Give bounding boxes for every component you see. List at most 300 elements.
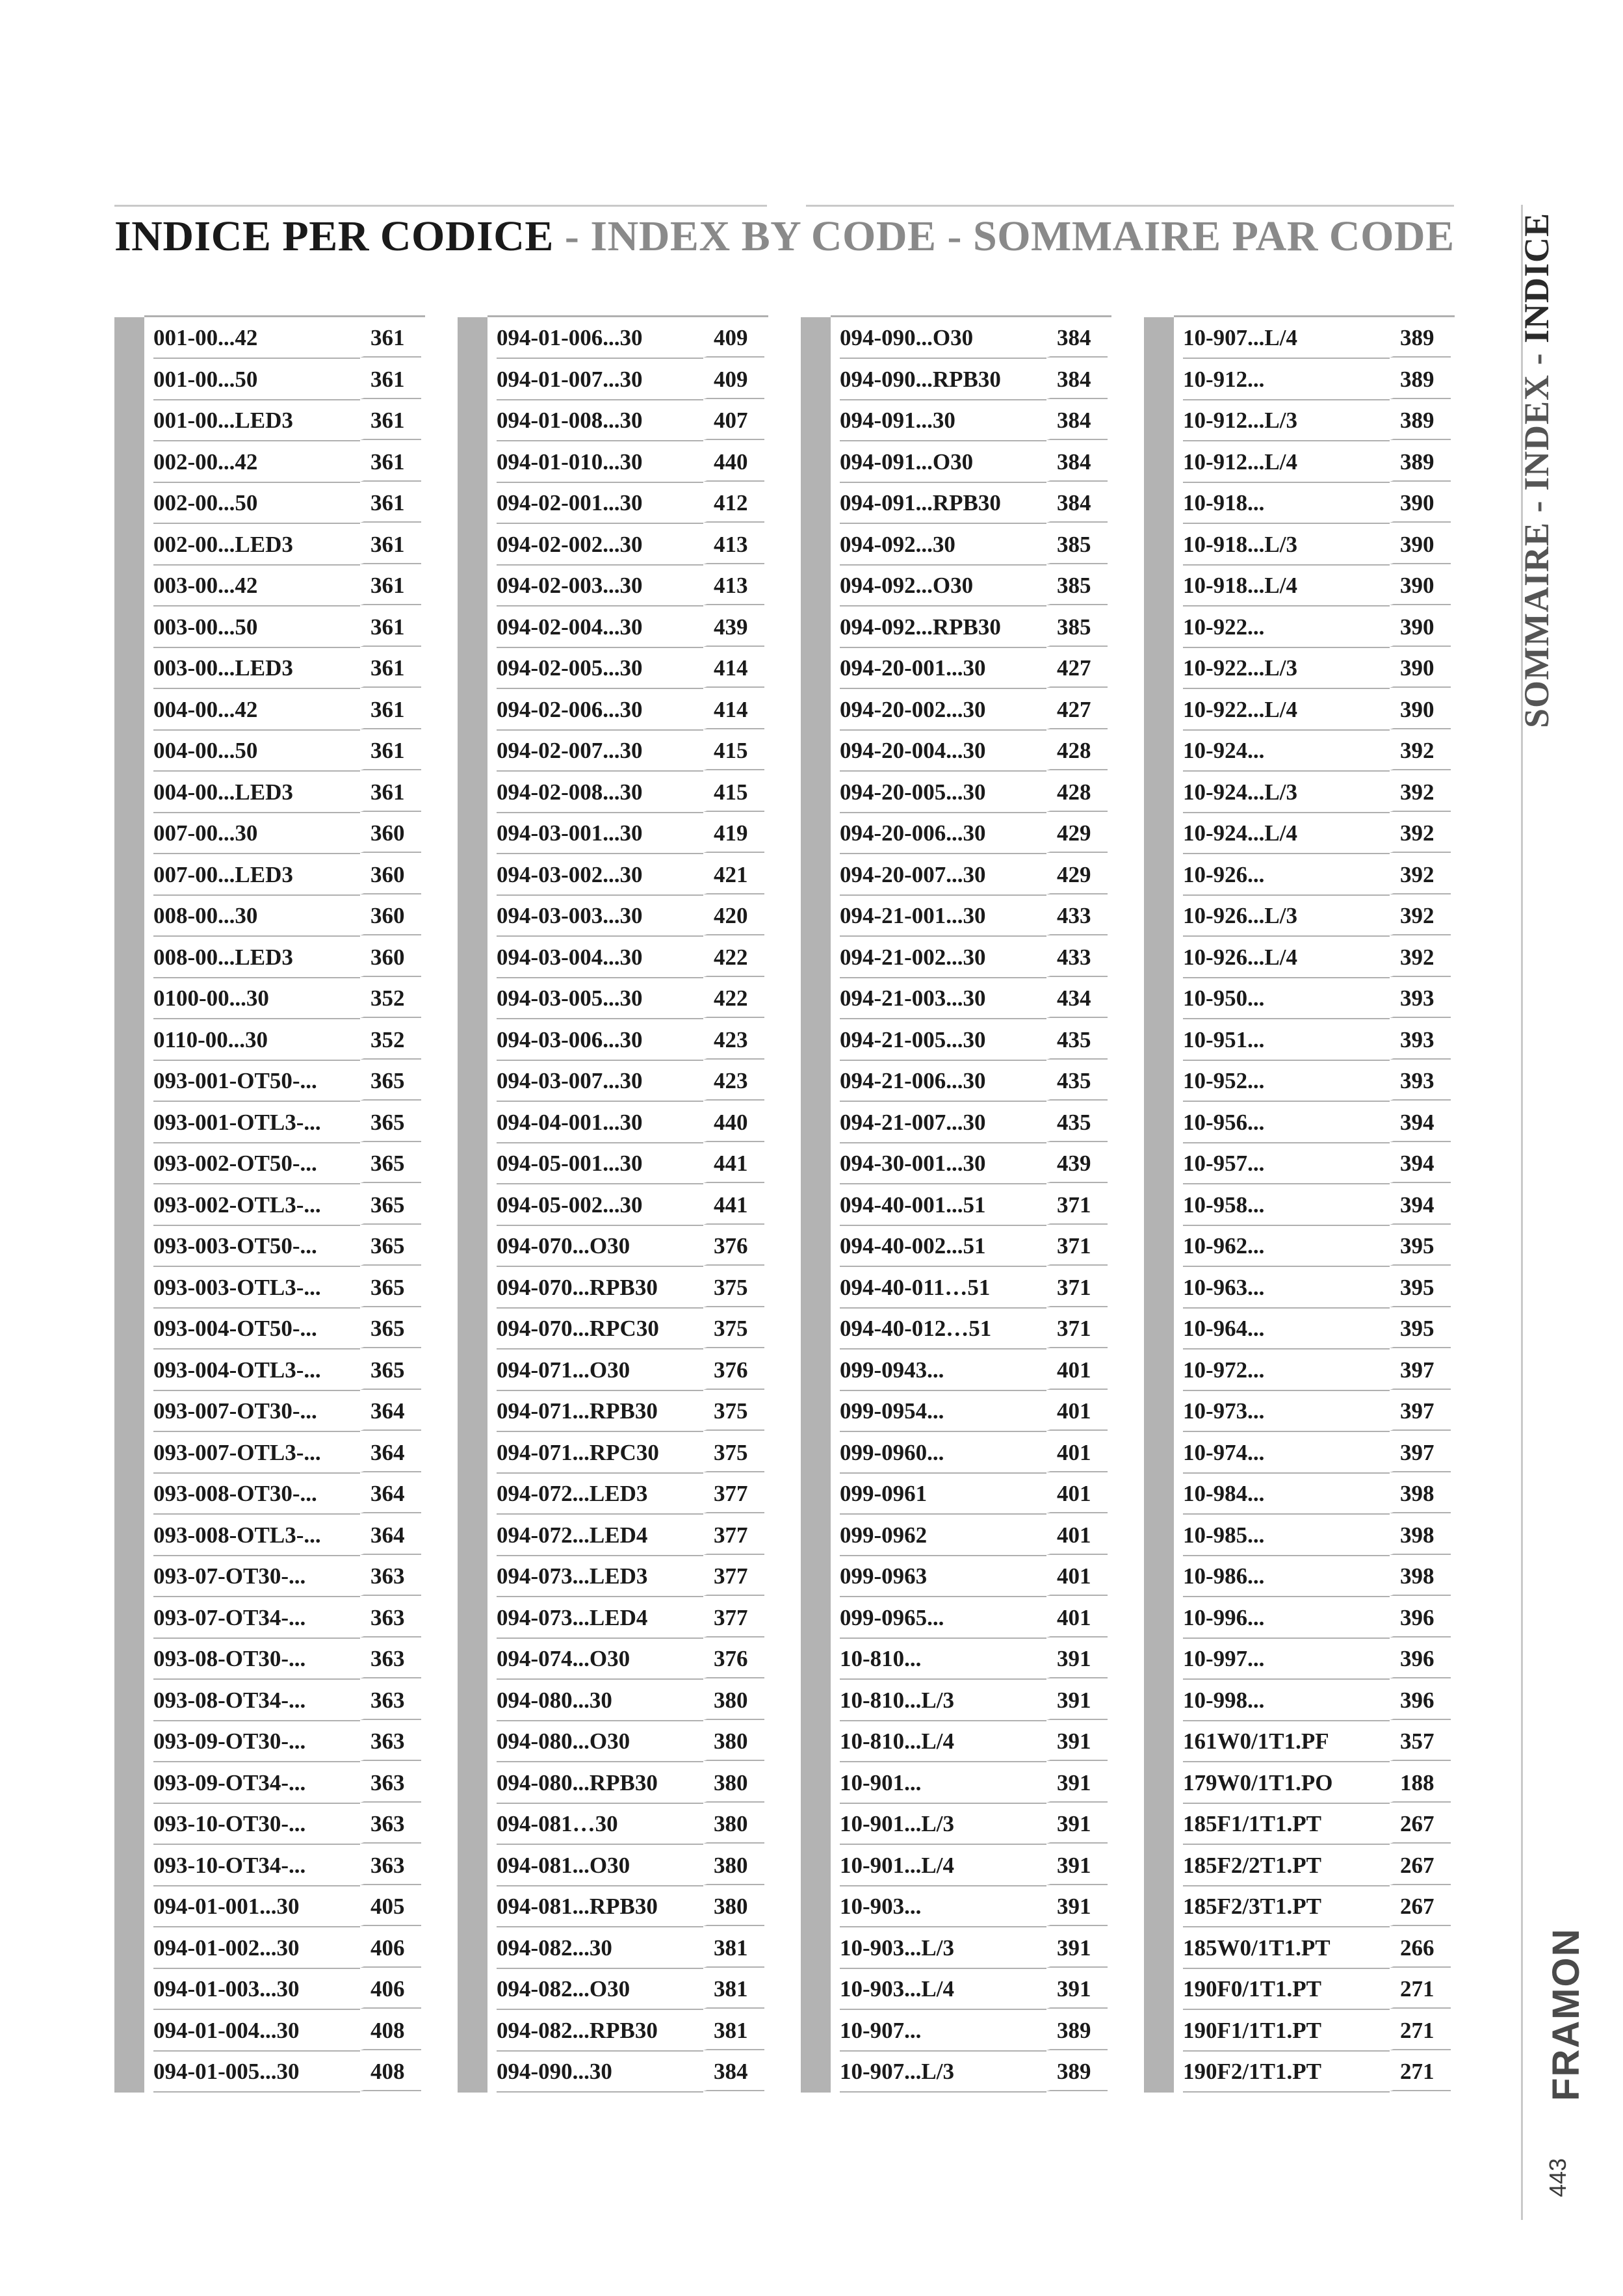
index-row (458, 1968, 770, 2010)
index-row (114, 1680, 426, 1721)
product-code: 10-912... (1183, 359, 1390, 400)
index-row (114, 1102, 426, 1143)
product-code: 10-958... (1183, 1184, 1390, 1226)
page-reference: 371 (1046, 1267, 1108, 1307)
product-code: 093-09-OT30-... (153, 1721, 360, 1762)
page-reference: 427 (1046, 689, 1108, 729)
page-reference: 414 (703, 647, 764, 688)
page-reference: 380 (703, 1721, 764, 1761)
product-code: 099-0943... (840, 1350, 1046, 1391)
product-code: 094-074...O30 (497, 1638, 703, 1680)
product-code: 094-04-001...30 (497, 1102, 703, 1143)
page-reference: 363 (360, 1762, 421, 1803)
page-reference: 397 (1390, 1432, 1451, 1472)
page-reference: 422 (703, 978, 764, 1018)
index-row (1144, 1886, 1456, 1927)
product-code: 004-00...50 (153, 730, 360, 772)
product-code: 10-963... (1183, 1267, 1390, 1309)
product-code: 093-001-OTL3-... (153, 1102, 360, 1143)
page-reference: 389 (1390, 441, 1451, 482)
product-code: 094-092...O30 (840, 565, 1046, 607)
index-row (1144, 441, 1456, 483)
page-reference: 398 (1390, 1556, 1451, 1596)
product-code: 094-40-012…51 (840, 1308, 1046, 1350)
index-row (114, 1845, 426, 1886)
page-reference: 371 (1046, 1184, 1108, 1225)
page-reference: 395 (1390, 1308, 1451, 1348)
page-reference: 267 (1390, 1845, 1451, 1885)
page-reference: 361 (360, 565, 421, 605)
product-code: 099-0960... (840, 1432, 1046, 1474)
index-row (1144, 1390, 1456, 1432)
product-code: 094-20-001...30 (840, 647, 1046, 689)
index-row (1144, 1638, 1456, 1680)
page-reference: 389 (1390, 317, 1451, 358)
page-reference: 380 (703, 1886, 764, 1926)
index-row (1144, 482, 1456, 524)
index-row (114, 813, 426, 854)
product-code: 001-00...LED3 (153, 400, 360, 441)
product-code: 007-00...30 (153, 813, 360, 854)
product-code: 099-0963 (840, 1556, 1046, 1597)
product-code: 093-007-OTL3-... (153, 1432, 360, 1474)
page-reference: 384 (1046, 317, 1108, 358)
page-reference: 395 (1390, 1225, 1451, 1266)
product-code: 10-997... (1183, 1638, 1390, 1680)
product-code: 094-081...O30 (497, 1845, 703, 1886)
page-reference: 360 (360, 895, 421, 935)
page-reference: 390 (1390, 482, 1451, 523)
page-reference: 380 (703, 1762, 764, 1803)
page-reference: 364 (360, 1473, 421, 1513)
page-reference: 401 (1046, 1350, 1108, 1390)
product-code: 190F0/1T1.PT (1183, 1968, 1390, 2010)
product-code: 094-03-002...30 (497, 854, 703, 896)
page-reference: 397 (1390, 1390, 1451, 1431)
index-row (114, 1638, 426, 1680)
page-reference: 384 (1046, 400, 1108, 440)
product-code: 094-03-006...30 (497, 1019, 703, 1061)
index-row (458, 1267, 770, 1309)
index-row (1144, 978, 1456, 1019)
page-reference: 365 (360, 1267, 421, 1307)
product-code: 185F2/2T1.PT (1183, 1845, 1390, 1886)
page-reference: 392 (1390, 895, 1451, 935)
index-row (114, 1060, 426, 1102)
product-code: 008-00...LED3 (153, 937, 360, 978)
product-code: 10-926...L/3 (1183, 895, 1390, 937)
index-row (458, 607, 770, 648)
product-code: 094-082...O30 (497, 1968, 703, 2010)
page-reference: 407 (703, 400, 764, 440)
index-row (801, 1267, 1113, 1309)
product-code: 094-080...30 (497, 1680, 703, 1721)
product-code: 190F2/1T1.PT (1183, 2051, 1390, 2093)
index-row (801, 1019, 1113, 1061)
index-row (1144, 1184, 1456, 1226)
index-row (1144, 1762, 1456, 1804)
product-code: 094-40-011…51 (840, 1267, 1046, 1309)
title-separator: - (553, 213, 591, 260)
page-reference: 415 (703, 730, 764, 770)
index-row (1144, 1927, 1456, 1969)
product-code: 10-926...L/4 (1183, 937, 1390, 978)
product-code: 093-003-OT50-... (153, 1225, 360, 1267)
index-row (114, 400, 426, 441)
page-reference: 441 (703, 1184, 764, 1225)
page-reference: 440 (703, 1102, 764, 1142)
index-row (1144, 772, 1456, 813)
product-code: 094-082...30 (497, 1927, 703, 1969)
page-reference: 267 (1390, 1886, 1451, 1926)
page-reference: 405 (360, 1886, 421, 1926)
index-row (114, 524, 426, 566)
product-code: 185F1/1T1.PT (1183, 1803, 1390, 1845)
product-code: 094-21-007...30 (840, 1102, 1046, 1143)
index-row (458, 1680, 770, 1721)
index-row (1144, 937, 1456, 978)
page-reference: 363 (360, 1721, 421, 1761)
index-row (801, 730, 1113, 772)
page-reference: 401 (1046, 1597, 1108, 1637)
index-row (458, 441, 770, 483)
index-row (1144, 1721, 1456, 1762)
index-row (458, 1184, 770, 1226)
page-reference: 381 (703, 1927, 764, 1968)
index-row (1144, 1019, 1456, 1061)
index-row (801, 772, 1113, 813)
product-code: 002-00...42 (153, 441, 360, 483)
index-row (801, 1721, 1113, 1762)
side-title (1516, 213, 1557, 728)
product-code: 094-20-002...30 (840, 689, 1046, 731)
page-reference: 435 (1046, 1102, 1108, 1142)
page-reference: 365 (360, 1184, 421, 1225)
product-code: 094-20-007...30 (840, 854, 1046, 896)
page-reference: 390 (1390, 524, 1451, 564)
product-code: 094-01-005...30 (153, 2051, 360, 2093)
index-row (458, 1473, 770, 1515)
page-reference: 415 (703, 772, 764, 812)
index-row (458, 895, 770, 937)
product-code: 003-00...LED3 (153, 647, 360, 689)
index-row (801, 854, 1113, 896)
index-row (1144, 1143, 1456, 1184)
index-row (458, 1060, 770, 1102)
page-reference: 422 (703, 937, 764, 977)
index-row (114, 2010, 426, 2052)
product-code: 094-082...RPB30 (497, 2010, 703, 2052)
page-reference: 406 (360, 1927, 421, 1968)
product-code: 094-21-001...30 (840, 895, 1046, 937)
index-row (1144, 1803, 1456, 1845)
page-reference: 363 (360, 1845, 421, 1885)
page-reference: 420 (703, 895, 764, 935)
page-reference: 392 (1390, 854, 1451, 894)
index-row (801, 1060, 1113, 1102)
product-code: 10-922...L/4 (1183, 689, 1390, 731)
product-code: 10-810...L/3 (840, 1680, 1046, 1721)
product-code: 094-081...RPB30 (497, 1886, 703, 1927)
product-code: 10-810...L/4 (840, 1721, 1046, 1762)
page-reference: 392 (1390, 937, 1451, 977)
page-reference: 393 (1390, 1060, 1451, 1101)
index-row (801, 1473, 1113, 1515)
page-reference: 375 (703, 1267, 764, 1307)
product-code: 10-912...L/3 (1183, 400, 1390, 441)
page-reference: 390 (1390, 689, 1451, 729)
index-row (801, 1102, 1113, 1143)
product-code: 094-03-007...30 (497, 1060, 703, 1102)
page-reference: 406 (360, 1968, 421, 2009)
index-row (458, 1597, 770, 1639)
product-code: 10-924...L/3 (1183, 772, 1390, 813)
page-reference: 357 (1390, 1721, 1451, 1761)
index-row (1144, 1968, 1456, 2010)
index-row (458, 647, 770, 689)
page-reference: 361 (360, 689, 421, 729)
page-reference: 361 (360, 772, 421, 812)
product-code: 094-05-001...30 (497, 1143, 703, 1184)
product-code: 093-09-OT34-... (153, 1762, 360, 1804)
product-code: 093-004-OTL3-... (153, 1350, 360, 1391)
product-code: 094-20-006...30 (840, 813, 1046, 854)
product-code: 10-912...L/4 (1183, 441, 1390, 483)
page-reference: 377 (703, 1515, 764, 1555)
page-reference: 385 (1046, 607, 1108, 647)
page-reference: 376 (703, 1350, 764, 1390)
index-row (1144, 607, 1456, 648)
index-row (458, 772, 770, 813)
page-reference: 375 (703, 1390, 764, 1431)
page-reference: 391 (1046, 1845, 1108, 1885)
page-reference: 381 (703, 2010, 764, 2050)
index-row (114, 2051, 426, 2093)
product-code: 008-00...30 (153, 895, 360, 937)
page-reference: 392 (1390, 730, 1451, 770)
product-code: 094-070...O30 (497, 1225, 703, 1267)
index-row (458, 400, 770, 441)
page-reference: 423 (703, 1019, 764, 1060)
index-row (1144, 854, 1456, 896)
index-row (801, 400, 1113, 441)
index-row (801, 1886, 1113, 1927)
product-code: 10-901... (840, 1762, 1046, 1804)
product-code: 10-974... (1183, 1432, 1390, 1474)
index-row (801, 565, 1113, 607)
product-code: 185W0/1T1.PT (1183, 1927, 1390, 1969)
index-row (458, 1803, 770, 1845)
product-code: 10-962... (1183, 1225, 1390, 1267)
page-reference: 391 (1046, 1762, 1108, 1803)
page-reference: 428 (1046, 772, 1108, 812)
product-code: 10-903...L/3 (840, 1927, 1046, 1969)
page-reference: 435 (1046, 1060, 1108, 1101)
product-code: 094-073...LED3 (497, 1556, 703, 1597)
page-reference: 389 (1046, 2051, 1108, 2091)
page-reference: 361 (360, 524, 421, 564)
product-code: 093-004-OT50-... (153, 1308, 360, 1350)
product-code: 094-071...O30 (497, 1350, 703, 1391)
index-row (114, 1143, 426, 1184)
page-reference: 413 (703, 524, 764, 564)
index-row (458, 2010, 770, 2052)
product-code: 093-002-OTL3-... (153, 1184, 360, 1226)
index-row (801, 1390, 1113, 1432)
page-reference: 434 (1046, 978, 1108, 1018)
index-row (114, 1597, 426, 1639)
page-reference: 435 (1046, 1019, 1108, 1060)
index-row (458, 1886, 770, 1927)
index-row (801, 441, 1113, 483)
index-row (1144, 895, 1456, 937)
index-row (801, 2010, 1113, 2052)
index-row (458, 854, 770, 896)
product-code: 094-01-001...30 (153, 1886, 360, 1927)
page-reference: 390 (1390, 565, 1451, 605)
product-code: 10-903... (840, 1886, 1046, 1927)
product-code: 094-01-006...30 (497, 317, 703, 359)
product-code: 094-073...LED4 (497, 1597, 703, 1639)
product-code: 094-070...RPC30 (497, 1308, 703, 1350)
index-row (801, 1350, 1113, 1391)
index-row (1144, 1556, 1456, 1597)
index-row (801, 1432, 1113, 1474)
index-row (458, 1019, 770, 1061)
index-row (114, 1308, 426, 1350)
page-reference: 393 (1390, 978, 1451, 1018)
index-row (114, 772, 426, 813)
page-reference: 361 (360, 359, 421, 399)
index-row (1144, 1515, 1456, 1556)
index-row (114, 1968, 426, 2010)
index-row (114, 1803, 426, 1845)
title-french: SOMMAIRE PAR CODE (973, 213, 1455, 260)
index-row (1144, 1225, 1456, 1267)
index-row (1144, 1473, 1456, 1515)
index-row (458, 730, 770, 772)
index-row (801, 813, 1113, 854)
product-code: 10-950... (1183, 978, 1390, 1019)
index-row (114, 482, 426, 524)
product-code: 093-002-OT50-... (153, 1143, 360, 1184)
page-reference: 391 (1046, 1638, 1108, 1678)
product-code: 10-922... (1183, 607, 1390, 648)
index-row (458, 317, 770, 359)
product-code: 099-0954... (840, 1390, 1046, 1432)
page-reference: 361 (360, 607, 421, 647)
index-row (1144, 1060, 1456, 1102)
index-row (801, 359, 1113, 400)
index-row (801, 2051, 1113, 2093)
index-row (801, 524, 1113, 566)
product-code: 094-40-001...51 (840, 1184, 1046, 1226)
page-reference: 271 (1390, 2010, 1451, 2050)
index-row (458, 813, 770, 854)
product-code: 094-02-007...30 (497, 730, 703, 772)
index-row (1144, 1308, 1456, 1350)
index-row (458, 1762, 770, 1804)
index-row (1144, 1350, 1456, 1391)
index-row (458, 1721, 770, 1762)
page-reference: 429 (1046, 854, 1108, 894)
page-reference: 361 (360, 482, 421, 523)
page-reference: 361 (360, 730, 421, 770)
product-code: 094-080...O30 (497, 1721, 703, 1762)
page-reference: 391 (1046, 1886, 1108, 1926)
index-row (1144, 317, 1456, 359)
index-row (1144, 565, 1456, 607)
index-row (801, 1845, 1113, 1886)
product-code: 10-918...L/4 (1183, 565, 1390, 607)
page-reference: 389 (1046, 2010, 1108, 2050)
index-row (1144, 400, 1456, 441)
page-reference: 408 (360, 2051, 421, 2091)
product-code: 001-00...42 (153, 317, 360, 359)
page-reference: 371 (1046, 1225, 1108, 1266)
product-code: 185F2/3T1.PT (1183, 1886, 1390, 1927)
product-code: 094-090...RPB30 (840, 359, 1046, 400)
index-row (114, 1556, 426, 1597)
page-reference: 371 (1046, 1308, 1108, 1348)
product-code: 093-08-OT30-... (153, 1638, 360, 1680)
index-row (801, 1927, 1113, 1969)
page-reference: 414 (703, 689, 764, 729)
index-row (1144, 1845, 1456, 1886)
page-reference: 380 (703, 1680, 764, 1720)
page-reference: 421 (703, 854, 764, 894)
product-code: 094-02-002...30 (497, 524, 703, 566)
page-reference: 401 (1046, 1473, 1108, 1513)
page-reference: 376 (703, 1638, 764, 1678)
product-code: 094-01-002...30 (153, 1927, 360, 1969)
product-code: 094-03-003...30 (497, 895, 703, 937)
index-row (1144, 1267, 1456, 1309)
product-code: 094-02-001...30 (497, 482, 703, 524)
index-row (114, 607, 426, 648)
index-row (114, 1721, 426, 1762)
page-reference: 365 (360, 1102, 421, 1142)
product-code: 10-926... (1183, 854, 1390, 896)
page-reference: 381 (703, 1968, 764, 2009)
index-row (458, 359, 770, 400)
product-code: 10-998... (1183, 1680, 1390, 1721)
index-row (801, 482, 1113, 524)
page-reference: 364 (360, 1432, 421, 1472)
side-title-part1: SOMMAIRE - INDEX - (1517, 343, 1556, 728)
index-row (1144, 647, 1456, 689)
index-row (458, 689, 770, 731)
product-code: 094-02-003...30 (497, 565, 703, 607)
index-row (114, 854, 426, 896)
page-reference: 440 (703, 441, 764, 482)
index-row (801, 1638, 1113, 1680)
index-row (114, 1019, 426, 1061)
index-row (458, 1927, 770, 1969)
page-reference: 439 (703, 607, 764, 647)
product-code: 099-0962 (840, 1515, 1046, 1556)
index-row (114, 1886, 426, 1927)
product-code: 094-091...30 (840, 400, 1046, 441)
product-code: 093-10-OT34-... (153, 1845, 360, 1886)
product-code: 094-21-002...30 (840, 937, 1046, 978)
page-reference: 384 (1046, 482, 1108, 523)
product-code: 161W0/1T1.PF (1183, 1721, 1390, 1762)
product-code: 094-03-005...30 (497, 978, 703, 1019)
index-row (801, 1968, 1113, 2010)
index-row (458, 565, 770, 607)
page-reference: 363 (360, 1597, 421, 1637)
